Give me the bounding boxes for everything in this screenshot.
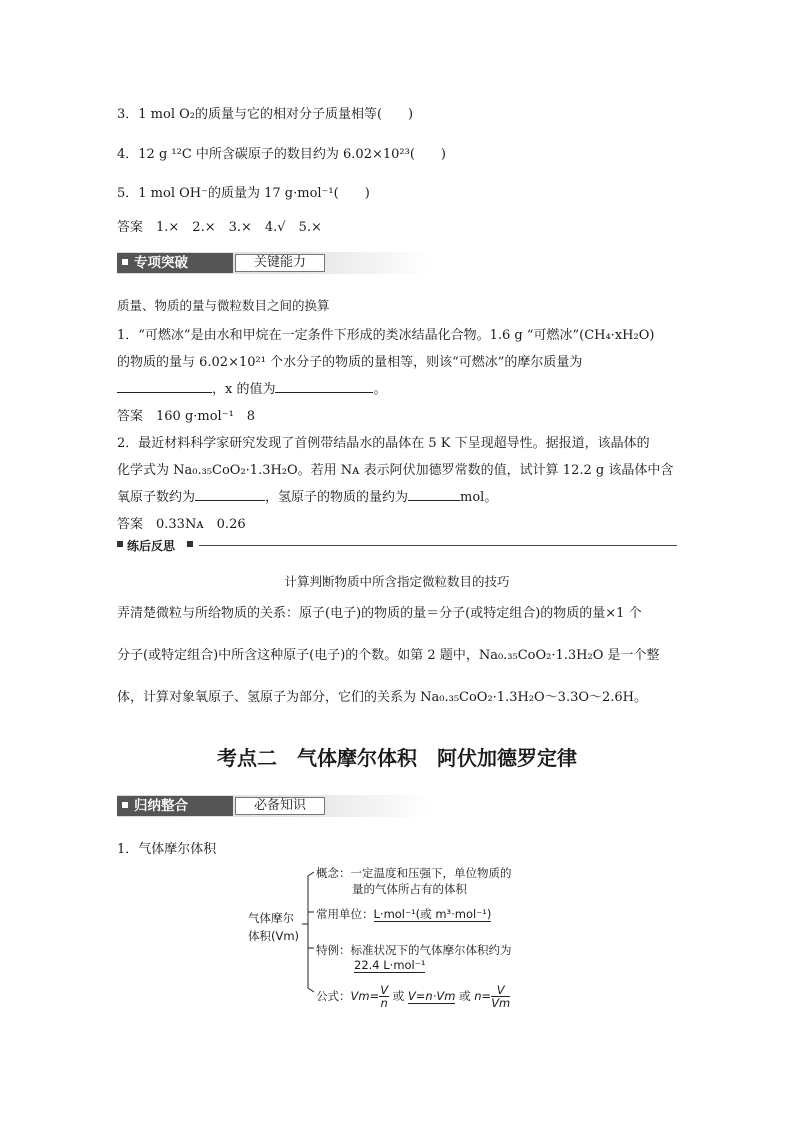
diagram-unit: 常用单位：L·mol⁻¹(或 m³·mol⁻¹) — [316, 907, 492, 921]
quiz-answer: 答案 1.× 2.× 3.× 4.√ 5.× — [117, 220, 322, 235]
fraction-v-over-vm: $\frac{V}{Vm}$ — [491, 983, 511, 1010]
reflection-line-1: 弄清楚微粒与所给物质的关系：原子(电子)的物质的量＝分子(或特定组合)的物质的量×1 个 — [117, 606, 642, 621]
banner-light-label: 关键能力 — [235, 254, 325, 272]
gas-molar-volume-diagram — [248, 862, 558, 1022]
quiz-item-4: 4．12 g ¹²C 中所含碳原子的数目约为 6.02×10²³( ) — [117, 147, 446, 162]
section-banner-essential-knowledge — [117, 795, 431, 817]
diagram-root-line-2: 体积(Vm) — [248, 929, 300, 943]
answer-blank[interactable] — [275, 380, 373, 393]
topic-heading: 质量、物质的量与微粒数目之间的换算 — [117, 298, 330, 313]
diagram-special-value: 22.4 L·mol⁻¹ — [354, 958, 426, 972]
fraction-v-over-n: $\frac{V}{n}$ — [380, 983, 389, 1010]
banner-light-label: 必备知识 — [235, 797, 325, 815]
answer-blank[interactable] — [117, 380, 212, 393]
answer-blank[interactable] — [408, 488, 460, 501]
section-banner-key-ability — [117, 252, 431, 274]
banner-dark-label: 归纳整合 — [117, 796, 233, 816]
diagram-root-line-1: 气体摩尔 — [248, 911, 294, 925]
square-icon — [117, 541, 123, 547]
reflection-title: 计算判断物质中所含指定微粒数目的技巧 — [284, 574, 510, 589]
diagram-concept: 概念：一定温度和压强下，单位物质的 — [316, 866, 512, 880]
problem-2-answer: 答案 0.33Nᴀ 0.26 — [117, 517, 246, 532]
banner-dark-label: 专项突破 — [117, 253, 233, 273]
reflection-line-3: 体，计算对象氧原子、氢原子为部分，它们的关系为 Na₀.₃₅CoO₂·1.3H₂O～3.3O～2.6H。 — [117, 690, 648, 705]
problem-2-line-2: 化学式为 Na₀.₃₅CoO₂·1.3H₂O。若用 Nᴀ 表示阿伏加德罗常数的值，试计算 12.2 g 该晶体中含 — [117, 463, 674, 478]
square-icon — [122, 259, 128, 265]
section-title: 考点二 气体摩尔体积 阿伏加德罗定律 — [217, 746, 577, 770]
reflection-header: 练后反思 — [117, 540, 677, 556]
diagram-formula: 公式：Vm= $\frac{V}{n}$ 或 V=n·Vm 或 n= $\frac{V}{Vm}$ — [316, 983, 511, 1010]
problem-1-line-2: 的物质的量与 6.02×10²¹ 个水分子的物质的量相等，则该“可燃冰”的摩尔质量为 — [117, 355, 583, 370]
reflection-line-2: 分子(或特定组合)中所含这种原子(电子)的个数。如第 2 题中，Na₀.₃₅CoO₂·1.3H₂O 是一个整 — [117, 648, 660, 663]
quiz-item-5: 5．1 mol OH⁻的质量为 17 g·mol⁻¹( ) — [117, 186, 370, 201]
quiz-item-3: 3．1 mol O₂的质量与它的相对分子质量相等( ) — [117, 107, 414, 122]
problem-1-line-3: ，x 的值为 。 — [117, 378, 386, 397]
problem-2-line-3: 氧原子数约为 ，氢原子的物质的量约为 mol。 — [117, 490, 498, 505]
answer-blank[interactable] — [195, 488, 265, 501]
square-icon — [187, 541, 193, 547]
problem-1-line-1: 1．“可燃冰”是由水和甲烷在一定条件下形成的类冰结晶化合物。1.6 g “可燃冰”(CH₄·xH₂O) — [117, 328, 655, 343]
divider — [199, 545, 677, 546]
problem-2-line-1: 2．最近材料科学家研究发现了首例带结晶水的晶体在 5 K 下呈现超导性。据报道，该晶体的 — [117, 436, 650, 451]
item-1-heading: 1．气体摩尔体积 — [117, 842, 217, 857]
square-icon — [122, 802, 128, 808]
diagram-special: 特例：标准状况下的气体摩尔体积约为 — [316, 943, 512, 957]
problem-1-answer: 答案 160 g·mol⁻¹ 8 — [117, 409, 256, 424]
diagram-concept-cont: 量的气体所占有的体积 — [352, 882, 467, 896]
